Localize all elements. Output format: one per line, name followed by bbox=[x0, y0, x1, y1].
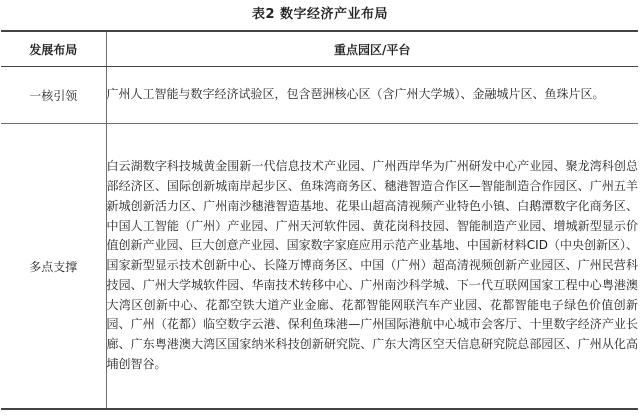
row-layout-label: 多点支撑 bbox=[1, 124, 106, 410]
industry-layout-table bbox=[1, 30, 638, 410]
row-platforms-text: 广州人工智能与数字经济试验区，包含琶洲核心区（含广州大学城）、金融城片区、鱼珠片区。 bbox=[106, 67, 638, 124]
table-caption: 表2 数字经济产业布局 bbox=[251, 7, 389, 22]
row-platforms-text: 白云湖数字科技城黄金围新一代信息技术产业园、广州西岸华为广州研发中心产业园、聚龙湾科创总部经济区、国际创新城南岸起步区、鱼珠湾商务区、穗港智造合作区—智能制造合作园区、广州五羊新城创新活力区、广州南沙穗港智造基地、花果山超高清视频产业特色小镇、白鹅潭数字化商务区、中国人工智能（广州）产业园、广州天河软件园、黄花岗科技园、智能制造产业园、增城新型显示价值创新产业园、巨大创意产业园、国家数字家庭应用示范产业基地、中国新材料CID（中央创新区）、国家新型显示技术创新中心、长隆万博商务区、中国（广州）超高清视频创新产业园区、广州民营科技园、广州大学城软件园、华南技术转移中心、广州南沙科学城、下一代互联网国家工程中心粤港澳大湾区创新中心、花都空铁大道产业金廊、花都智能网联汽车产业园、花都智能电子绿色价值创新园、广州（花都）临空数字云港、保利鱼珠港—广州国际港航中心城市会客厅、十里数字经济产业长廊、广东粤港澳大湾区国家纳米科技创新研究院、广东大湾区空天信息研究院总部园区、广州从化高埔创智谷。 bbox=[106, 124, 638, 410]
table-header-row bbox=[1, 31, 638, 67]
row-layout-label: 一核引领 bbox=[1, 67, 106, 124]
header-platforms: 重点园区/平台 bbox=[106, 31, 638, 67]
header-layout: 发展布局 bbox=[1, 31, 106, 67]
table-row bbox=[1, 67, 638, 124]
table-row bbox=[1, 124, 638, 410]
